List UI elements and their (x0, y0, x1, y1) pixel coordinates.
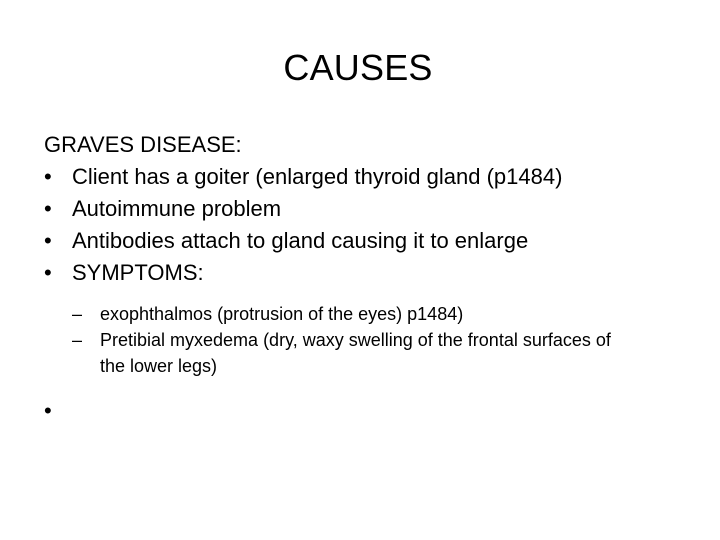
symptoms-sublist (72, 301, 684, 379)
bullet-text: Autoimmune problem (72, 196, 282, 221)
bullet-marker: • (44, 228, 52, 253)
bullet-marker: • (44, 196, 52, 221)
bullet-marker: • (44, 260, 52, 285)
bullet-item-goiter (44, 161, 684, 193)
bullet-item-autoimmune (44, 193, 684, 225)
bullet-marker: • (44, 164, 52, 189)
dash-marker: – (72, 304, 83, 324)
dash-marker: – (72, 330, 83, 350)
bullet-text: SYMPTOMS: (72, 260, 204, 285)
bullet-text: Antibodies attach to gland causing it to enlarge (72, 228, 529, 253)
bullet-text: Client has a goiter (enlarged thyroid gland (p1484) (72, 164, 563, 189)
empty-bullet-item (44, 395, 684, 427)
sub-bullet-myxedema (72, 327, 640, 379)
sub-bullet-text: Pretibial myxedema (dry, waxy swelling of the frontal surfaces of the lower legs) (100, 330, 611, 376)
sub-bullet-exophthalmos (72, 301, 640, 327)
bullet-item-antibodies (44, 225, 684, 257)
bullet-item-symptoms (44, 257, 684, 289)
sub-bullet-text: exophthalmos (protrusion of the eyes) p1484) (100, 304, 464, 324)
slide-body (44, 129, 684, 427)
section-heading: GRAVES DISEASE: (44, 132, 242, 157)
slide-title: CAUSES (283, 47, 433, 88)
bullet-marker: • (44, 398, 52, 423)
